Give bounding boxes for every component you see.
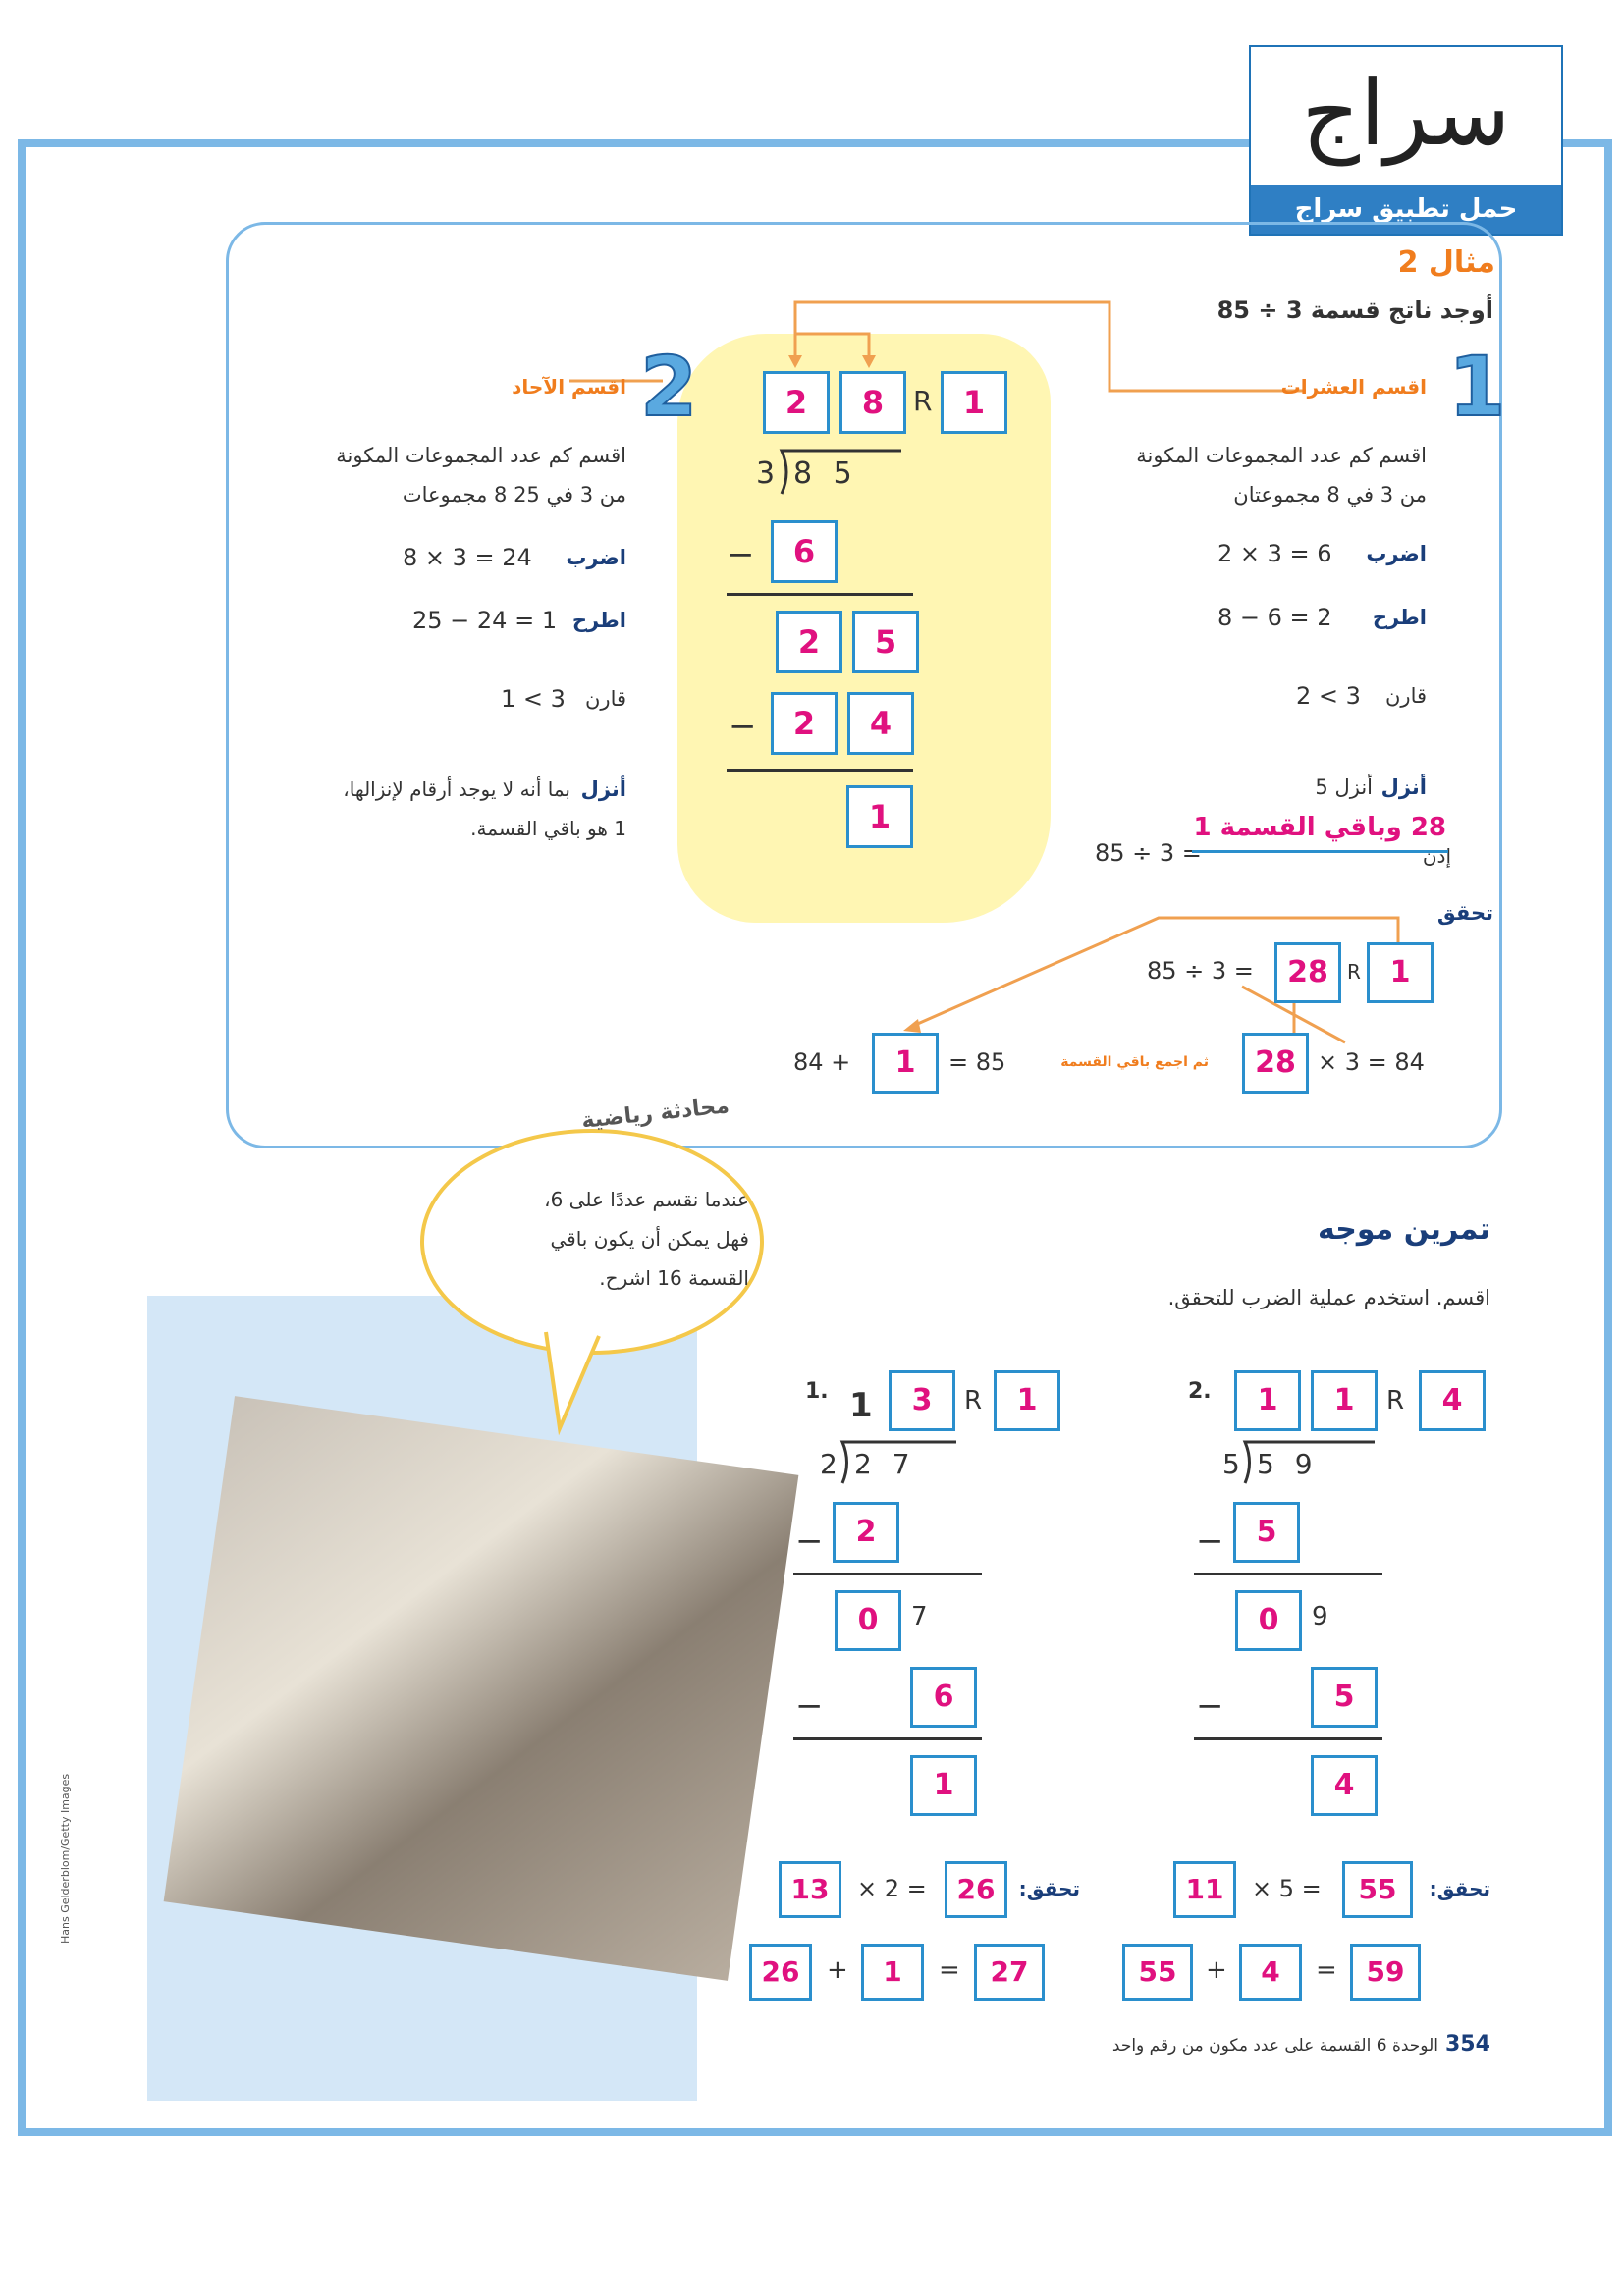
- problem-1-subtract-box[interactable]: 2: [833, 1502, 899, 1563]
- step-1-cmp: 2 < 3: [1296, 682, 1361, 710]
- problem-1-difference-box[interactable]: 0: [835, 1590, 901, 1651]
- minus-sign: −: [729, 707, 757, 746]
- rule-1: [727, 593, 913, 596]
- problem-2-difference-box[interactable]: 0: [1235, 1590, 1302, 1651]
- check-eq2b: = 85: [948, 1048, 1006, 1076]
- check-eq1: 85 ÷ 3 =: [1147, 957, 1254, 985]
- step-2-heading: اقسم الآحاد: [512, 375, 626, 399]
- problem-2-subtract-box-2[interactable]: 5: [1311, 1667, 1378, 1728]
- problem-2-dividend: 5 9: [1257, 1448, 1319, 1480]
- problem-2-remainder-box[interactable]: 4: [1419, 1370, 1486, 1431]
- check-note: ثم اجمع باقي القسمة: [1060, 1054, 1209, 1070]
- step-1-result-prefix: إذن: [1422, 844, 1451, 868]
- problem-1-subtract-box-2[interactable]: 6: [910, 1667, 977, 1728]
- problem-2-subtract-box[interactable]: 5: [1233, 1502, 1300, 1563]
- page-number: 354: [1445, 2032, 1490, 2056]
- check-mult-box[interactable]: 28: [1242, 1033, 1309, 1094]
- problem-1-r-label: R: [964, 1386, 983, 1415]
- problem-1-divisor: 2: [820, 1448, 838, 1480]
- step-1-sub-label: اطرح: [1372, 606, 1427, 629]
- step-2-down2: 1 هو باقي القسمة.: [470, 817, 626, 840]
- quotient-tens-box[interactable]: 2: [763, 371, 830, 434]
- problem-2-check-label: تحقق:: [1429, 1877, 1490, 1900]
- minus-sign: −: [795, 1686, 824, 1726]
- final-remainder-box[interactable]: 1: [846, 785, 913, 848]
- check-label: تحقق: [1436, 901, 1493, 925]
- problem-1-rule-1: [793, 1573, 982, 1575]
- minus-sign: −: [1196, 1686, 1224, 1726]
- problem-2-check-box-3[interactable]: 55: [1122, 1944, 1193, 2001]
- problem-1-number: 1.: [805, 1379, 829, 1404]
- minus-sign: −: [795, 1522, 824, 1561]
- quotient-ones-box[interactable]: 8: [839, 371, 906, 434]
- bubble-line3: القسمة 16 اشرح.: [599, 1266, 749, 1290]
- problem-2-number: 2.: [1188, 1379, 1212, 1404]
- problem-1-remainder-answer-box[interactable]: 1: [910, 1755, 977, 1816]
- subtract-box-2a[interactable]: 2: [771, 692, 838, 755]
- problem-1-check-op: × 2 =: [857, 1875, 927, 1902]
- problem-2-rule-2: [1194, 1737, 1382, 1740]
- step-1-cmp-label: قارن: [1385, 684, 1427, 708]
- check-eq3: × 3 = 84: [1318, 1048, 1425, 1076]
- divisor: 3: [756, 456, 776, 491]
- step-1-result: 28 وباقي القسمة 1: [1192, 813, 1449, 853]
- example-title: مثال 2: [1397, 245, 1495, 280]
- example-prompt: أوجد ناتج قسمة 3 ÷ 85: [1217, 296, 1493, 324]
- bubble-line2: فهل يمكن أن يكون باقي: [550, 1227, 749, 1251]
- step-2-line2: من 3 في 25 8 مجموعات: [402, 483, 626, 507]
- step-2-down-label: أنزل: [580, 777, 626, 801]
- problem-1-check-label: تحقق:: [1018, 1877, 1080, 1900]
- problem-1-quotient-box[interactable]: 3: [889, 1370, 955, 1431]
- problem-1-quotient-tens: 1: [849, 1386, 873, 1425]
- difference-box-1[interactable]: 2: [776, 611, 842, 673]
- step-2-number: 2: [640, 339, 698, 435]
- step-2-sub-label: اطرح: [571, 609, 626, 632]
- problem-2-check-op: × 5 =: [1252, 1875, 1322, 1902]
- problem-2-check-box-2[interactable]: 55: [1342, 1861, 1413, 1918]
- problem-1-check-box-2[interactable]: 26: [945, 1861, 1007, 1918]
- step-2-cmp-label: قارن: [585, 687, 626, 711]
- guided-title: تمرين موجه: [1318, 1212, 1490, 1247]
- step-1-sub: 8 − 6 = 2: [1217, 604, 1332, 631]
- rule-2: [727, 769, 913, 772]
- photo-credit: Hans Gelderblom/Getty Images: [59, 1773, 72, 1944]
- step-1-down-label: أنزل: [1380, 775, 1427, 799]
- difference-box-2[interactable]: 5: [852, 611, 919, 673]
- check-r-label: R: [1347, 960, 1361, 984]
- problem-2-bring-down: 9: [1312, 1602, 1328, 1631]
- problem-1-rule-2: [793, 1737, 982, 1740]
- check-add-box[interactable]: 1: [872, 1033, 939, 1094]
- problem-1-check-box-4[interactable]: 1: [861, 1944, 924, 2001]
- step-2-cmp: 1 < 3: [501, 685, 566, 713]
- problem-1-dividend: 2 7: [854, 1448, 916, 1480]
- problem-2-quotient-tens-box[interactable]: 1: [1234, 1370, 1301, 1431]
- problem-1-check-box-3[interactable]: 26: [749, 1944, 812, 2001]
- step-1-line2: من 3 في 8 مجموعتان: [1233, 483, 1427, 507]
- step-1-down: أنزل 5: [1315, 775, 1373, 799]
- step-1-mult: 2 × 3 = 6: [1217, 540, 1332, 567]
- problem-2-check-box-4[interactable]: 4: [1239, 1944, 1302, 2001]
- problem-2-plus: +: [1206, 1955, 1227, 1985]
- step-1-heading: اقسم العشرات: [1280, 375, 1427, 399]
- subtract-box-1[interactable]: 6: [771, 520, 838, 583]
- bubble-heading: محادثة رياضية: [580, 1094, 730, 1134]
- guided-instruction: اقسم. استخدم عملية الضرب للتحقق.: [1167, 1286, 1490, 1309]
- logo-name: سراج: [1301, 61, 1511, 166]
- step-2-sub: 25 − 24 = 1: [412, 607, 558, 634]
- step-2-mult-label: اضرب: [566, 546, 626, 569]
- step-1-line1: اقسم كم عدد المجموعات المكونة: [1136, 444, 1427, 467]
- problem-2-rule-1: [1194, 1573, 1382, 1575]
- problem-1-plus: +: [827, 1955, 848, 1985]
- minus-sign: −: [727, 535, 755, 574]
- check-quotient-box[interactable]: 28: [1274, 942, 1341, 1003]
- minus-sign: −: [1196, 1522, 1224, 1561]
- problem-2-equals: =: [1316, 1955, 1337, 1985]
- photo-man-reading-map: [164, 1396, 799, 1981]
- problem-2-check-box-5[interactable]: 59: [1350, 1944, 1421, 2001]
- problem-1-remainder-box[interactable]: 1: [994, 1370, 1060, 1431]
- remainder-box[interactable]: 1: [941, 371, 1007, 434]
- problem-1-check-box-1[interactable]: 13: [779, 1861, 841, 1918]
- step-2-mult: 8 × 3 = 24: [403, 544, 532, 571]
- remainder-label: R: [913, 385, 933, 417]
- problem-2-divisor: 5: [1222, 1448, 1240, 1480]
- check-eq2a: 84 +: [793, 1048, 851, 1076]
- step-1-number: 1: [1448, 339, 1506, 435]
- problem-2-remainder-answer-box[interactable]: 4: [1311, 1755, 1378, 1816]
- bubble-tail: [538, 1330, 607, 1438]
- problem-1-bring-down: 7: [911, 1602, 928, 1631]
- bubble-line1: عندما نقسم عددًا على 6،: [544, 1188, 749, 1211]
- problem-2-quotient-ones-box[interactable]: 1: [1311, 1370, 1378, 1431]
- step-1-mult-label: اضرب: [1366, 542, 1427, 565]
- problem-1-equals: =: [939, 1955, 960, 1985]
- subtract-box-2b[interactable]: 4: [847, 692, 914, 755]
- footer-text: الوحدة 6 القسمة على عدد مكون من رقم واحد: [1111, 2036, 1438, 2056]
- dividend: 8 5: [793, 456, 858, 491]
- step-2-line1: اقسم كم عدد المجموعات المكونة: [336, 444, 626, 467]
- problem-2-r-label: R: [1386, 1386, 1405, 1415]
- step-2-down1: بما أنه لا يوجد أرقام لإنزالها،: [343, 777, 570, 801]
- problem-2-check-box-1[interactable]: 11: [1173, 1861, 1236, 1918]
- logo-tagline: حمل تطبيق سراج: [1251, 185, 1561, 234]
- step-1-result-eq: 85 ÷ 3 =: [1095, 839, 1202, 867]
- check-remainder-box[interactable]: 1: [1367, 942, 1434, 1003]
- problem-1-check-box-5[interactable]: 27: [974, 1944, 1045, 2001]
